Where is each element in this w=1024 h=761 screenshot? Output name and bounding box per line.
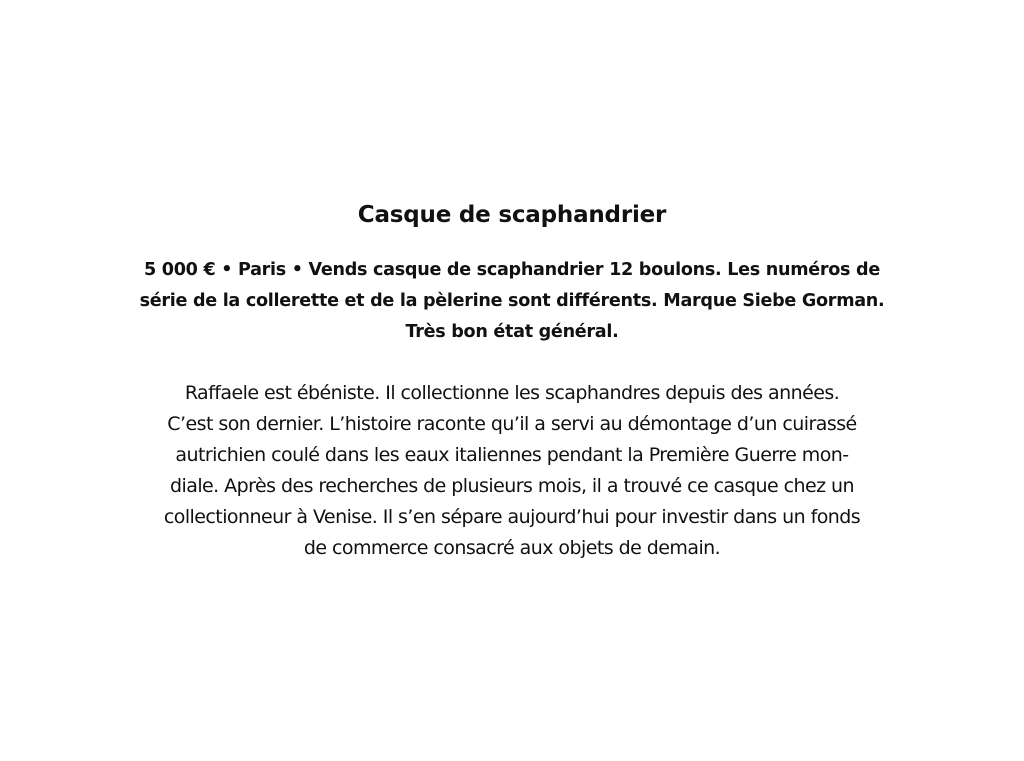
story-line: collectionneur à Venise. Il s’en sépare aujourd’hui pour investir dans un fonds <box>163 506 861 528</box>
article <box>110 198 914 564</box>
story-line: diale. Après des recherches de plusieurs mois, il a trouvé ce casque chez un <box>169 475 855 497</box>
story-line: autrichien coulé dans les eaux italiennes pendant la Première Guerre mon- <box>175 444 849 466</box>
ad-line: série de la collerette et de la pèlerine sont différents. Marque Siebe Gorman. <box>139 291 885 311</box>
story-paragraph <box>110 378 914 564</box>
classified-ad <box>110 255 914 348</box>
story-line: de commerce consacré aux objets de demain. <box>303 537 721 559</box>
ad-line: Très bon état général. <box>405 322 619 342</box>
ad-line: 5 000 € • Paris • Vends casque de scaphandrier 12 boulons. Les numéros de <box>144 260 880 280</box>
story-line: Raffaele est ébéniste. Il collectionne les scaphandres depuis des années. <box>184 382 840 404</box>
article-title: Casque de scaphandrier <box>357 202 667 228</box>
story-line: C’est son dernier. L’histoire raconte qu’il a servi au démontage d’un cuirassé <box>167 413 857 435</box>
